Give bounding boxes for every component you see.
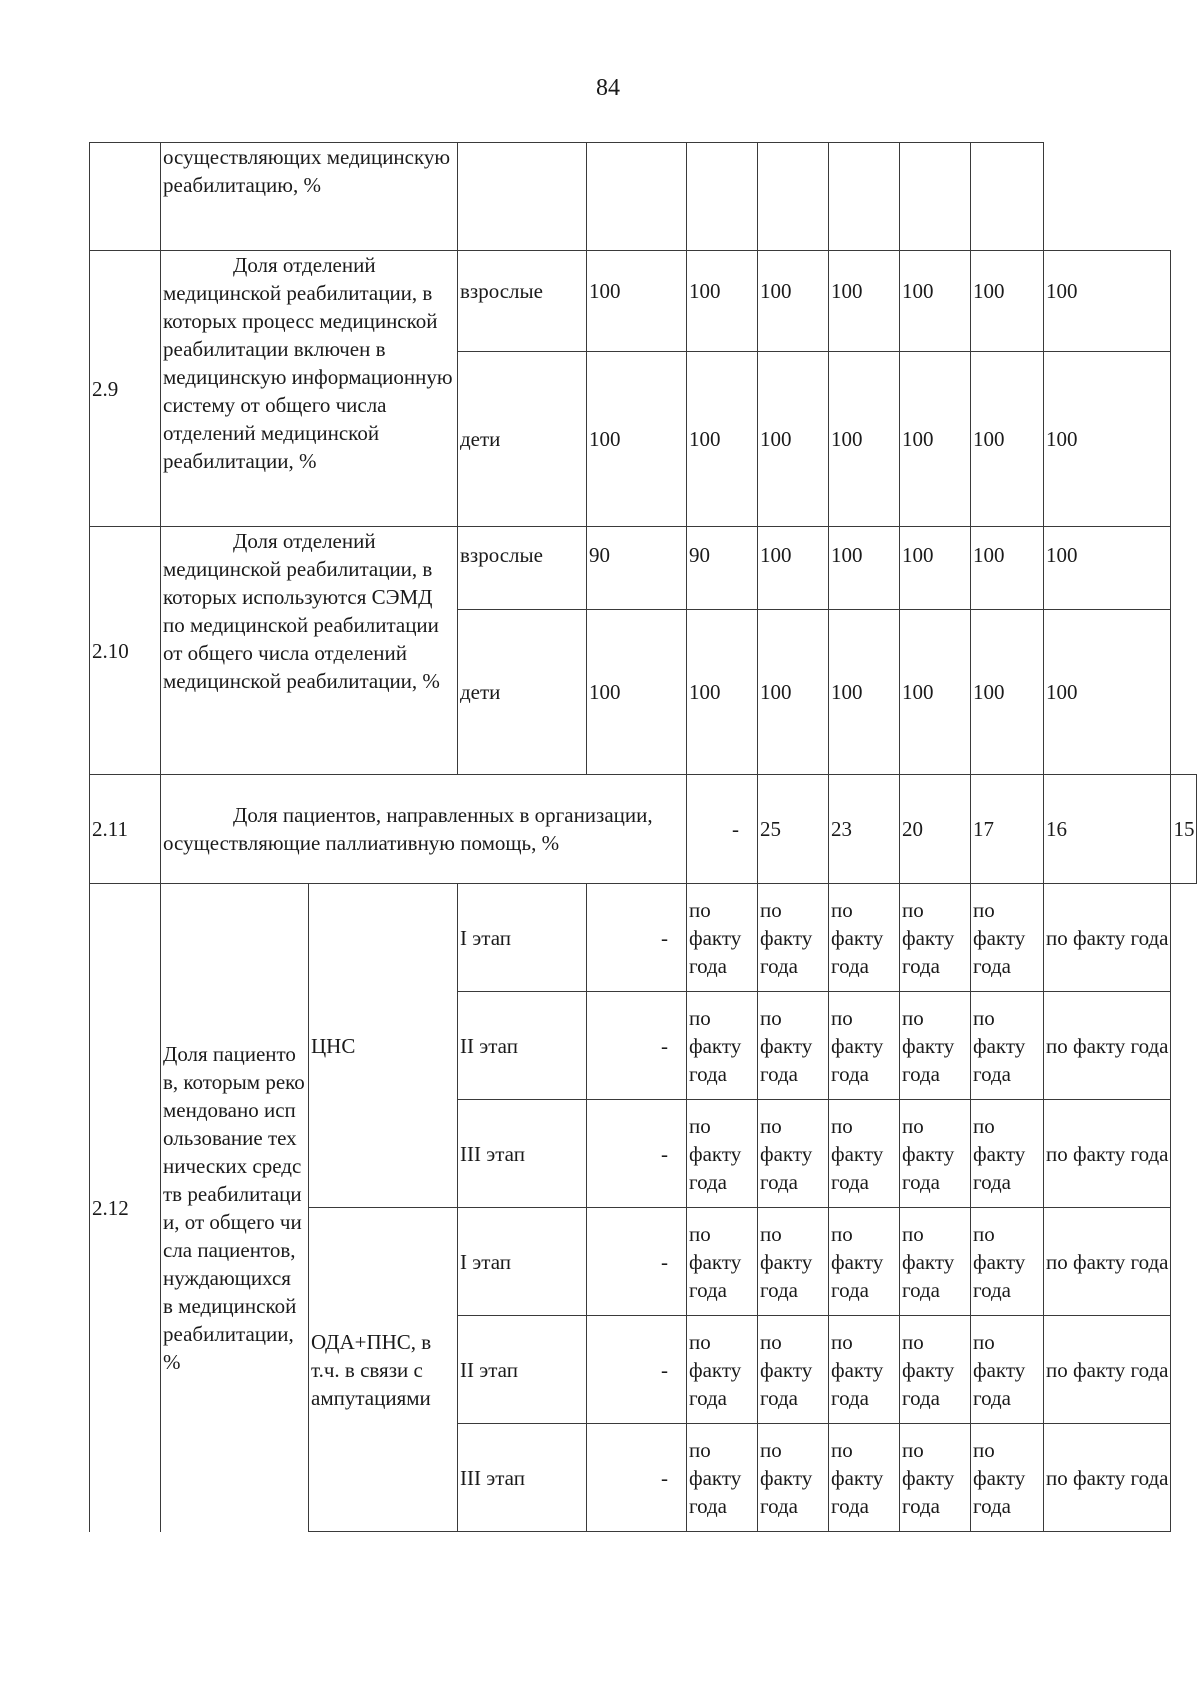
- value-cell: по факту года: [971, 884, 1044, 992]
- base-value-cell: -: [587, 992, 687, 1100]
- value-cell: [900, 143, 971, 251]
- value-cell: 100: [758, 352, 829, 527]
- value-cell: по факту года: [829, 1100, 900, 1208]
- value-cell: по факту года: [829, 1208, 900, 1316]
- value-cell: по факту года: [687, 1100, 758, 1208]
- value-cell: [587, 143, 687, 251]
- stage-cell: II этап: [458, 992, 587, 1100]
- group-cell: ЦНС: [309, 884, 458, 1208]
- indicators-table: [89, 142, 1197, 1532]
- stage-cell: II этап: [458, 1316, 587, 1424]
- value-cell: по факту года: [1044, 1316, 1171, 1424]
- value-cell: по факту года: [971, 1100, 1044, 1208]
- base-value-cell: -: [587, 1316, 687, 1424]
- value-cell: 17: [971, 775, 1044, 884]
- value-cell: [829, 143, 900, 251]
- value-cell: 15: [1171, 775, 1197, 884]
- value-cell: по факту года: [1044, 1424, 1171, 1532]
- value-cell: 100: [900, 610, 971, 775]
- row-number-cell: [90, 143, 161, 251]
- value-cell: 90: [687, 527, 758, 610]
- group-cell: дети: [458, 610, 587, 775]
- page-number: 84: [596, 75, 620, 101]
- value-cell: по факту года: [829, 1424, 900, 1532]
- base-value-cell: -: [587, 884, 687, 992]
- value-cell: 100: [587, 251, 687, 352]
- value-cell: 100: [1044, 251, 1171, 352]
- value-cell: по факту года: [829, 1316, 900, 1424]
- value-cell: 100: [971, 352, 1044, 527]
- row-number-cell: 2.11: [90, 775, 161, 884]
- value-cell: по факту года: [1044, 884, 1171, 992]
- value-cell: 90: [587, 527, 687, 610]
- row-number-cell: 2.10: [90, 527, 161, 775]
- value-cell: по факту года: [758, 884, 829, 992]
- value-cell: 100: [687, 610, 758, 775]
- value-cell: 23: [829, 775, 900, 884]
- value-cell: 16: [1044, 775, 1171, 884]
- group-cell: взрослые: [458, 527, 587, 610]
- value-cell: по факту года: [971, 992, 1044, 1100]
- value-cell: 100: [971, 527, 1044, 610]
- value-cell: [687, 143, 758, 251]
- value-cell: 25: [758, 775, 829, 884]
- value-cell: по факту года: [900, 992, 971, 1100]
- table-row-2-12-cns-stage-1: [90, 884, 1197, 992]
- value-cell: по факту года: [687, 1316, 758, 1424]
- value-cell: 100: [829, 251, 900, 352]
- value-cell: по факту года: [758, 1100, 829, 1208]
- base-value-cell: -: [587, 1424, 687, 1532]
- base-value-cell: -: [587, 1100, 687, 1208]
- value-cell: 100: [1044, 610, 1171, 775]
- value-cell: 100: [900, 251, 971, 352]
- group-cell: ОДА+ПНС, в т.ч. в связи с ампутациями: [309, 1208, 458, 1532]
- value-cell: 100: [1044, 527, 1171, 610]
- base-value-cell: -: [587, 1208, 687, 1316]
- value-cell: по факту года: [758, 1208, 829, 1316]
- value-cell: 100: [587, 352, 687, 527]
- value-cell: 100: [687, 251, 758, 352]
- value-cell: по факту года: [971, 1316, 1044, 1424]
- value-cell: по факту года: [971, 1424, 1044, 1532]
- group-cell: взрослые: [458, 251, 587, 352]
- row-description: Доля пациентов, которым рекомендовано использование технических средств реабилитации, от общего числа пациентов, нуждающихся в медицинской реабилитации, %: [161, 884, 309, 1532]
- table-row-2-11: [90, 775, 1197, 884]
- value-cell: по факту года: [758, 1316, 829, 1424]
- row-description: Доля отделений медицинской реабилитации, в которых процесс медицинской реабилитации включен в медицинскую информационную систему от общего числа отделений медицинской реабилитации, %: [161, 251, 458, 527]
- table-row-2-10-adults: [90, 527, 1197, 610]
- row-description: Доля пациентов, направленных в организации, осуществляющие паллиативную помощь, %: [161, 775, 687, 884]
- value-cell: по факту года: [1044, 992, 1171, 1100]
- table-row-continuation: [90, 143, 1197, 251]
- value-cell: по факту года: [687, 884, 758, 992]
- value-cell: по факту года: [971, 1208, 1044, 1316]
- value-cell: по факту года: [900, 884, 971, 992]
- row-description: Доля отделений медицинской реабилитации, в которых используются СЭМД по медицинской реабилитации от общего числа отделений медицинской реабилитации, %: [161, 527, 458, 775]
- value-cell: 100: [829, 352, 900, 527]
- stage-cell: III этап: [458, 1424, 587, 1532]
- value-cell: 100: [971, 610, 1044, 775]
- value-cell: по факту года: [687, 992, 758, 1100]
- value-cell: [758, 143, 829, 251]
- value-cell: по факту года: [1044, 1100, 1171, 1208]
- value-cell: 100: [1044, 352, 1171, 527]
- base-value-cell: -: [687, 775, 758, 884]
- value-cell: по факту года: [758, 1424, 829, 1532]
- row-number-cell: 2.12: [90, 884, 161, 1532]
- value-cell: 100: [758, 527, 829, 610]
- value-cell: 100: [971, 251, 1044, 352]
- value-cell: по факту года: [687, 1208, 758, 1316]
- value-cell: [458, 143, 587, 251]
- row-description: осуществляющих медицинскую реабилитацию, %: [161, 143, 458, 251]
- value-cell: по факту года: [900, 1316, 971, 1424]
- value-cell: 100: [900, 352, 971, 527]
- value-cell: 100: [687, 352, 758, 527]
- value-cell: по факту года: [900, 1424, 971, 1532]
- group-cell: дети: [458, 352, 587, 527]
- table-row-2-9-adults: [90, 251, 1197, 352]
- value-cell: 20: [900, 775, 971, 884]
- value-cell: по факту года: [829, 884, 900, 992]
- stage-cell: III этап: [458, 1100, 587, 1208]
- stage-cell: I этап: [458, 1208, 587, 1316]
- value-cell: 100: [587, 610, 687, 775]
- value-cell: 100: [758, 610, 829, 775]
- value-cell: по факту года: [829, 992, 900, 1100]
- value-cell: 100: [758, 251, 829, 352]
- value-cell: по факту года: [687, 1424, 758, 1532]
- value-cell: 100: [829, 527, 900, 610]
- value-cell: 100: [900, 527, 971, 610]
- value-cell: по факту года: [1044, 1208, 1171, 1316]
- value-cell: по факту года: [900, 1208, 971, 1316]
- value-cell: 100: [829, 610, 900, 775]
- row-number-cell: 2.9: [90, 251, 161, 527]
- value-cell: по факту года: [758, 992, 829, 1100]
- value-cell: по факту года: [900, 1100, 971, 1208]
- stage-cell: I этап: [458, 884, 587, 992]
- value-cell: [971, 143, 1044, 251]
